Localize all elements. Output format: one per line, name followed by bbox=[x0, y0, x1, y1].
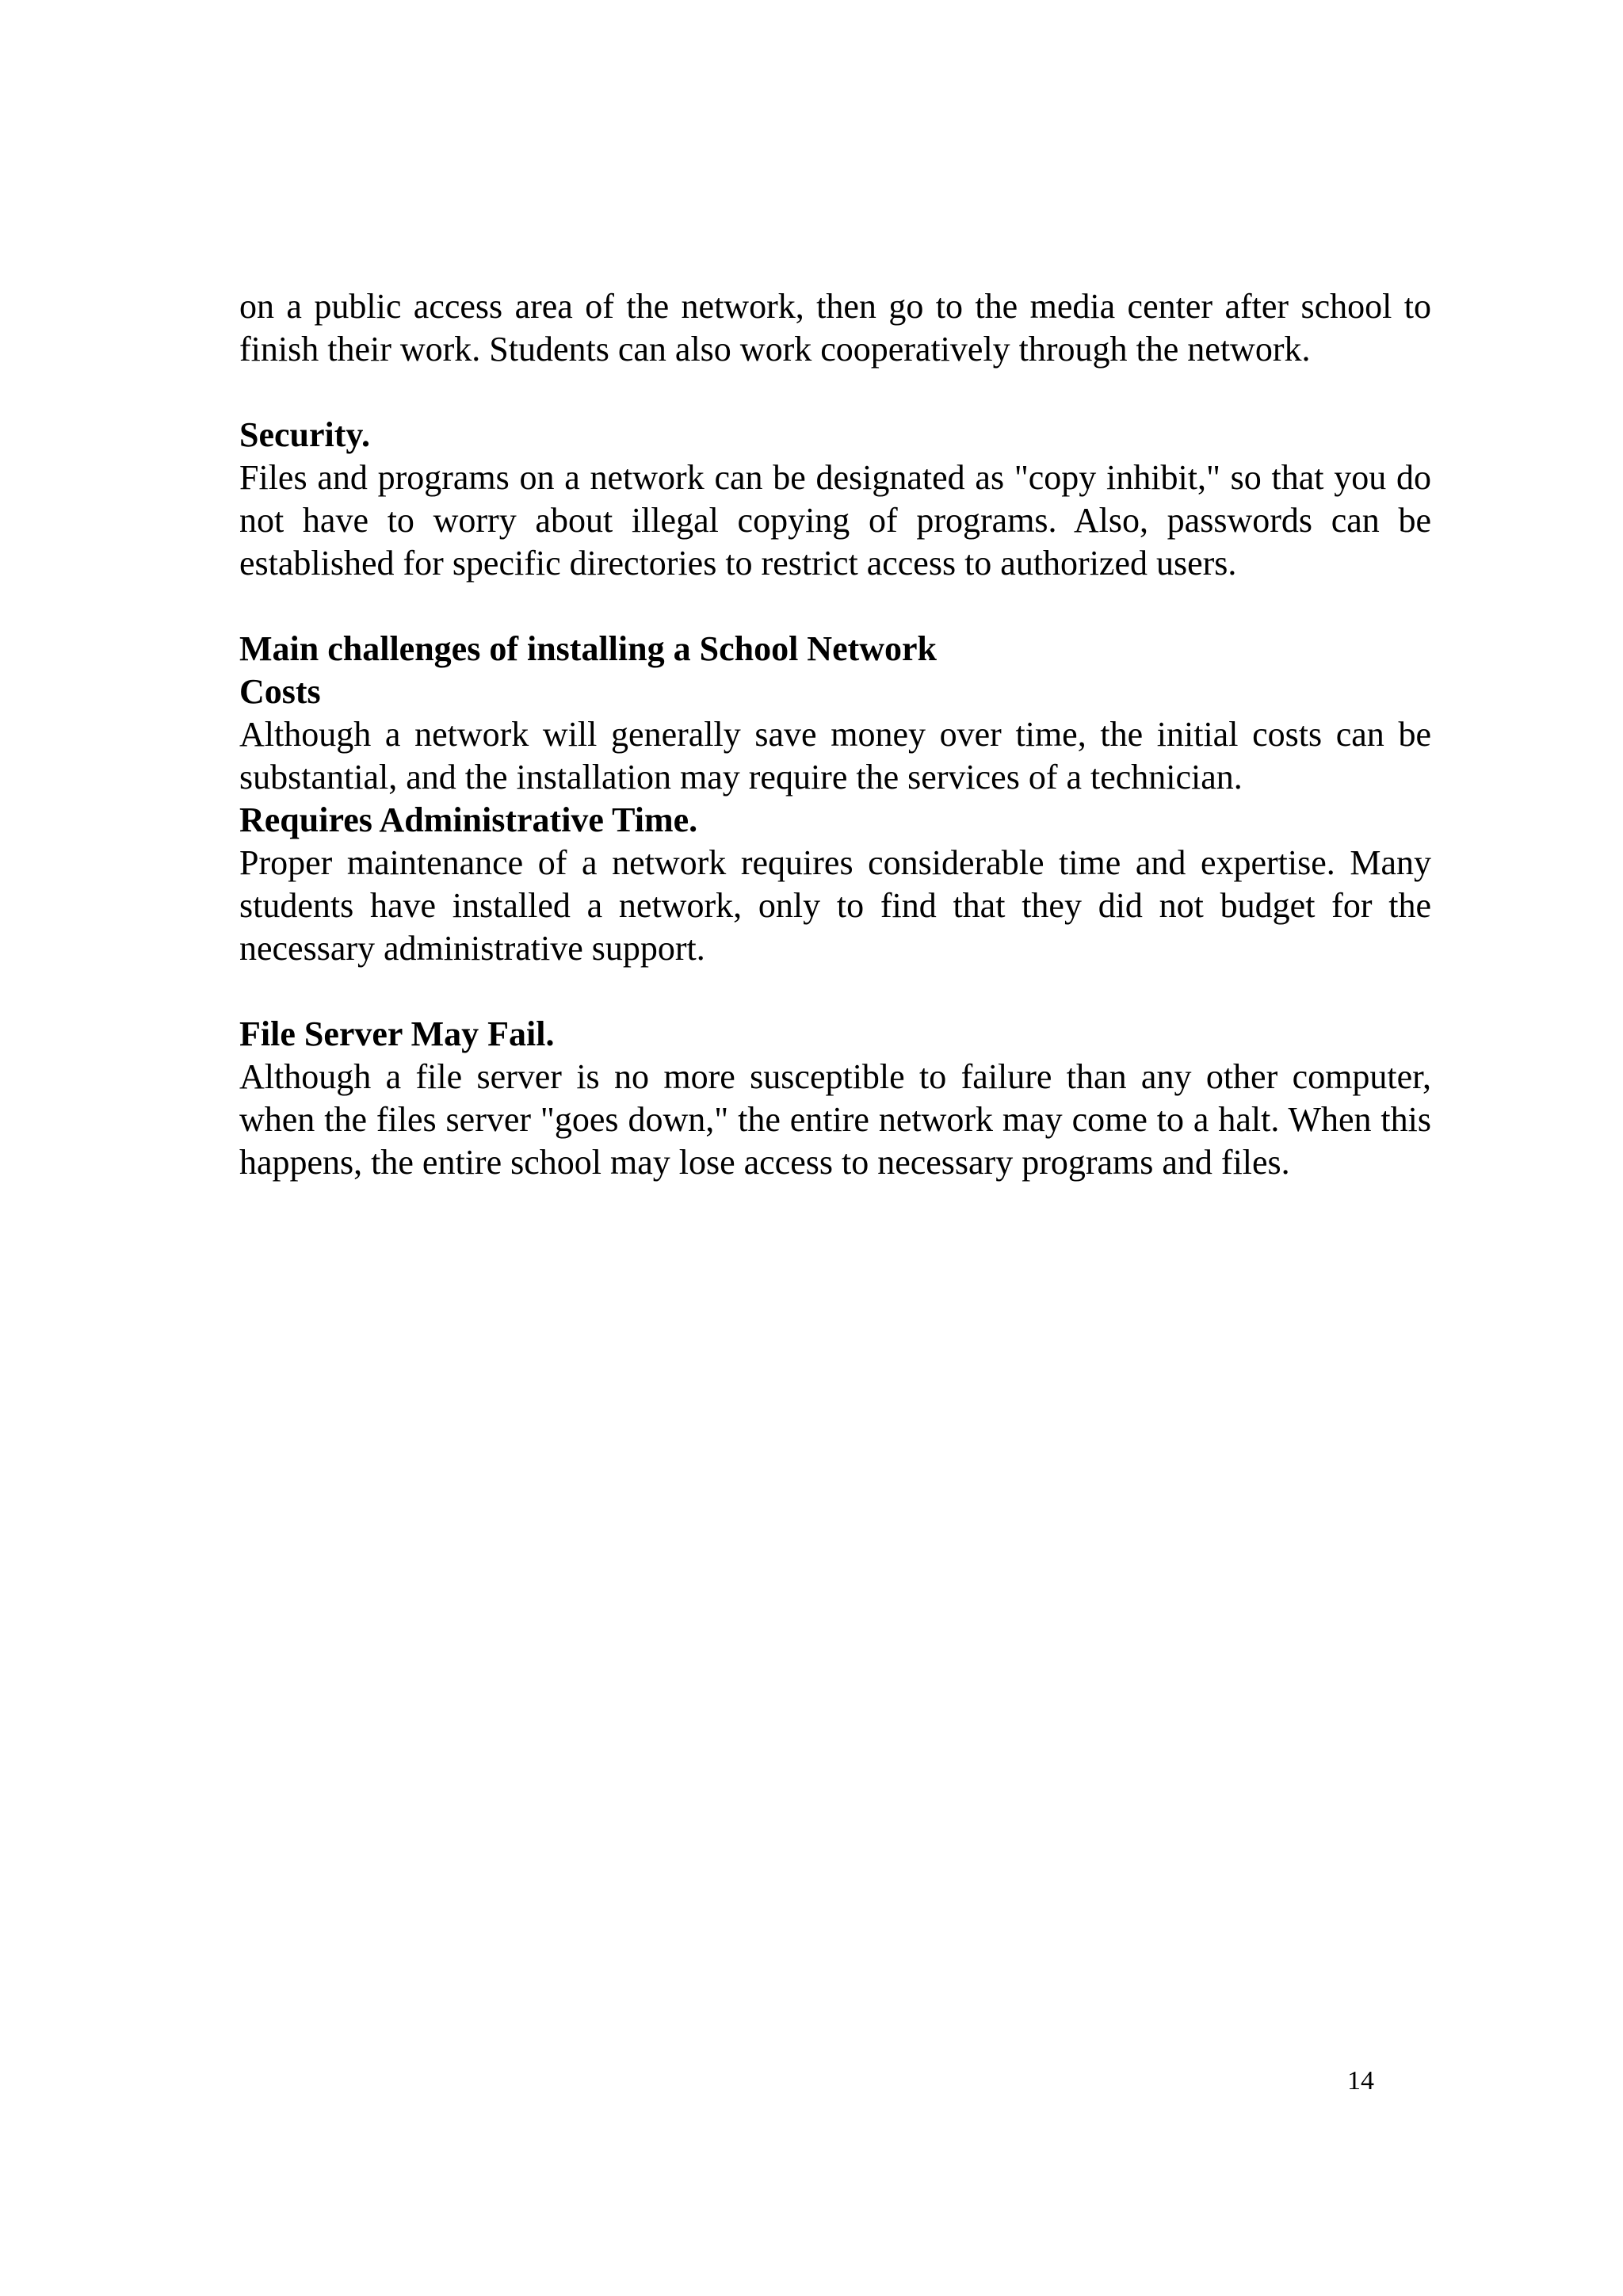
admin-time-heading: Requires Administrative Time. bbox=[239, 800, 698, 839]
challenges-heading: Main challenges of installing a School Network bbox=[239, 629, 938, 668]
security-paragraph: Files and programs on a network can be designated as "copy inhibit," so that you do not have to worry about illegal copying of programs. Also, passwords can be established for specific directories to restrict access to authorized users. bbox=[239, 458, 1431, 583]
file-server-paragraph: Although a file server is no more susceptible to failure than any other computer, when the files server "goes down," the entire network may come to a halt. When this happens, the entire school may lose access to necessary programs and files. bbox=[239, 1057, 1431, 1182]
costs-paragraph: Although a network will generally save money over time, the initial costs can be substantial, and the installation may require the services of a technician. bbox=[239, 715, 1431, 797]
paragraph-spacer bbox=[239, 585, 1431, 628]
security-heading: Security. bbox=[239, 415, 370, 454]
admin-time-paragraph: Proper maintenance of a network requires considerable time and expertise. Many students have installed a network, only to find that they did not budget for the necessary administrative support. bbox=[239, 843, 1431, 968]
intro-paragraph: on a public access area of the network, then go to the media center after school to finish their work. Students can also work cooperatively through the network. bbox=[239, 287, 1431, 369]
page-number: 14 bbox=[1347, 2066, 1374, 2095]
costs-heading: Costs bbox=[239, 672, 321, 711]
paragraph-spacer bbox=[239, 970, 1431, 1013]
page-body bbox=[239, 285, 1431, 1184]
paragraph-spacer bbox=[239, 371, 1431, 414]
file-server-heading: File Server May Fail. bbox=[239, 1014, 555, 1053]
